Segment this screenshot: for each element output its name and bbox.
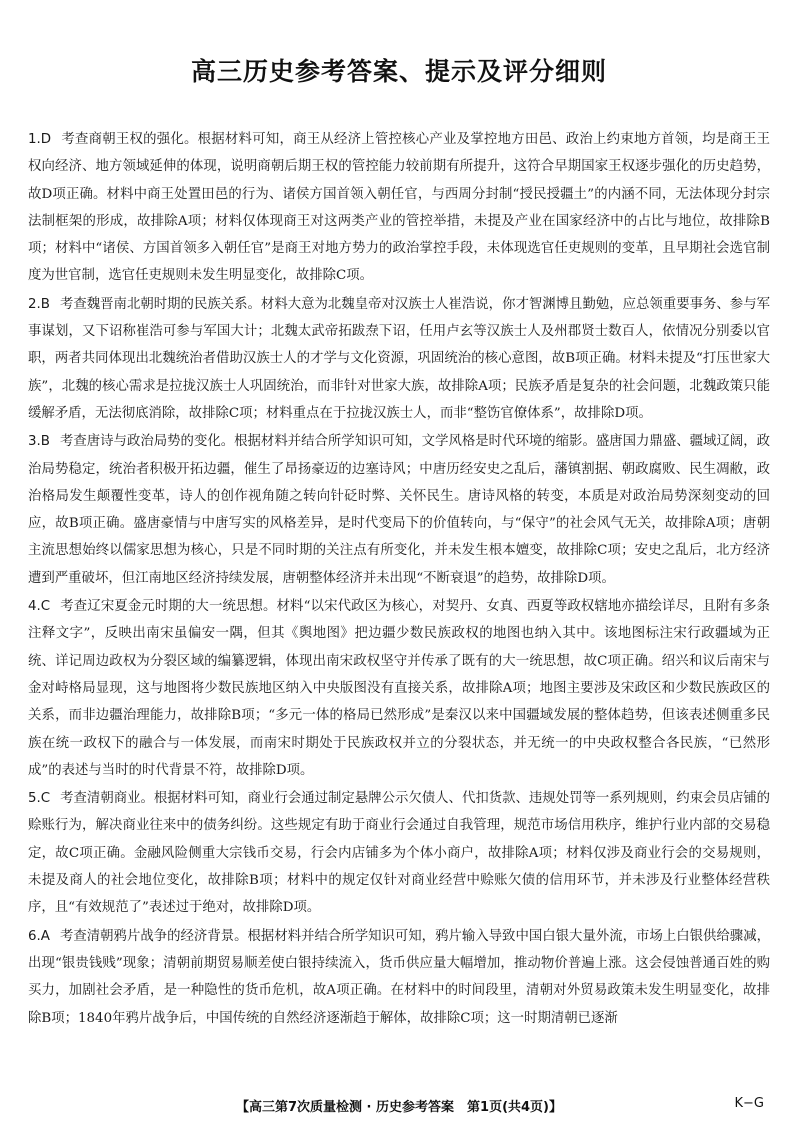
answer-choice: C: [40, 599, 51, 615]
answer-item: [28, 923, 770, 1032]
answer-list: [28, 126, 770, 1032]
answer-number: 1.: [28, 132, 41, 147]
answer-item: [28, 785, 770, 921]
answer-explanation: 考查辽宋夏金元时期的大一统思想。材料“以宋代政区为核心，对契丹、女真、西夏等政权辖地亦描绘详尽，且附有多条注释文字”，反映出南宋虽偏安一隅，但其《舆地图》把边疆少数民族政权的地图也纳入其中。该地图标注宋行政疆域为正统、详记周边政权为分裂区域的编纂逻辑，体现出南宋政权坚守并传承了既有的大一统思想，故C项正确。绍兴和议后南宋与金对峙格局显现，这与地图将少数民族地区纳入中央版图没有直接关系，故排除A项；地图主要涉及宋政区和少数民族政区的关系，而非边疆治理能力，故排除B项；“多元一体的格局已然形成”是秦汉以来中国疆域发展的整体趋势，但该表述侧重多民族在统一政权下的融合与一体发展，而南宋时期处于民族政权并立的分裂状态，并无统一的中央政权整合各民族，“已然形成”的表述与当时的时代背景不符，故排除D项。: [28, 599, 770, 778]
answer-item: [28, 291, 770, 427]
answer-item: [28, 428, 770, 592]
answer-item: [28, 593, 770, 784]
answer-explanation: 考查清朝商业。根据材料可知，商业行会通过制定悬牌公示欠债人、代扣货款、违规处罚等一系列规则，约束会员店铺的赊账行为，解决商业往来中的债务纠纷。这些规定有助于商业行会通过自我管理，规范市场信用秩序，维护行业内部的交易稳定，故C项正确。金融风险侧重大宗钱币交易，行会内店铺多为个体小商户，故排除A项；材料仅涉及商业行会的交易规则，未提及商人的社会地位变化，故排除B项；材料中的规定仅针对商业经营中赊账欠债的信用环节，并未涉及行业整体经营秩序，且“有效规范了”表述过于绝对，故排除D项。: [28, 791, 770, 916]
answer-choice: D: [40, 132, 52, 147]
answer-choice: C: [40, 791, 51, 807]
answer-number: 4.: [28, 599, 41, 615]
answer-number: 5.: [28, 791, 41, 807]
footer-page-info: 【高三第7次质量检测 · 历史参考答案 第1页(共4页)】: [235, 1100, 562, 1115]
answer-number: 6.: [28, 928, 41, 944]
answer-choice: B: [40, 434, 50, 450]
answer-choice: B: [40, 296, 50, 312]
answer-explanation: 考查清朝鸦片战争的经济背景。根据材料并结合所学知识可知，鸦片输入导致中国白银大量外流，市场上白银供给骤减，出现“银贵钱贱”现象；清朝前期贸易顺差使白银持续流入，货币供应量大幅增加，推动物价普遍上涨。这会侵蚀普通百姓的购买力，加剧社会矛盾，是一种隐性的货币危机，故A项正确。在材料中的时间段里，清朝对外贸易政策未发生明显变化，故排除B项；1840年鸦片战争后，中国传统的自然经济逐渐趋于解体，故排除C项；这一时期清朝已逐渐: [28, 928, 770, 1026]
answer-item: [28, 126, 770, 290]
page-footer: [28, 1096, 770, 1120]
answer-explanation: 考查唐诗与政治局势的变化。根据材料并结合所学知识可知，文学风格是时代环境的缩影。盛唐国力鼎盛、疆域辽阔，政治局势稳定，统治者积极开拓边疆，催生了昂扬豪迈的边塞诗风；中唐历经安史之乱后，藩镇割据、朝政腐败、民生凋敝，政治格局发生颠覆性变革，诗人的创作视角随之转向针砭时弊、关怀民生。唐诗风格的转变，本质是对政治局势深刻变动的回应，故B项正确。盛唐豪情与中唐写实的风格差异，是时代变局下的价值转向，与“保守”的社会风气无关，故排除A项；唐朝主流思想始终以儒家思想为核心，只是不同时期的关注点有所变化，并未发生根本嬗变，故排除C项；安史之乱后，北方经济遭到严重破坏，但江南地区经济持续发展，唐朝整体经济并未出现“不断衰退”的趋势，故排除D项。: [28, 434, 770, 586]
document-title: 高三历史参考答案、提示及评分细则: [190, 57, 607, 86]
answer-explanation: 考查魏晋南北朝时期的民族关系。材料大意为北魏皇帝对汉族士人崔浩说，你才智渊博且勤勉，应总领重要事务、参与军事谋划，又下诏称崔浩可参与军国大计；北魏太武帝拓跋焘下诏，任用卢玄等汉族士人及州郡贤士数百人，依情况分别委以官职，两者共同体现出北魏统治者借助汉族士人的才学与文化资源，巩固统治的核心意图，故B项正确。材料未提及“打压世家大族”，北魏的核心需求是拉拢汉族士人巩固统治，而非针对世家大族，故排除A项；民族矛盾是复杂的社会问题，北魏政策只能缓解矛盾，无法彻底消除，故排除C项；材料重点在于拉拢汉族士人，而非“整饬官僚体系”，故排除D项。: [28, 296, 770, 421]
answer-choice: A: [40, 928, 50, 944]
answer-number: 2.: [28, 296, 41, 312]
footer-version-code: K−G: [734, 1096, 764, 1111]
answer-number: 3.: [28, 434, 41, 450]
answer-explanation: 考查商朝王权的强化。根据材料可知，商王从经济上管控核心产业及掌控地方田邑、政治上约束地方首领，均是商王王权向经济、地方领域延伸的体现，说明商朝后期王权的管控能力较前期有所提升，这符合早期国家王权逐步强化的历史趋势，故D项正确。材料中商王处置田邑的行为、诸侯方国首领入朝任官，与西周分封制“授民授疆土”的内涵不同，无法体现分封宗法制框架的形成，故排除A项；材料仅体现商王对这两类产业的管控举措，未提及产业在国家经济中的占比与地位，故排除B项；材料中“诸侯、方国首领多入朝任官”是商王对地方势力的政治掌控手段，未体现选官任吏规则的变革，且早期社会选官制度为世官制，选官任吏规则未发生明显变化，故排除C项。: [28, 132, 770, 284]
